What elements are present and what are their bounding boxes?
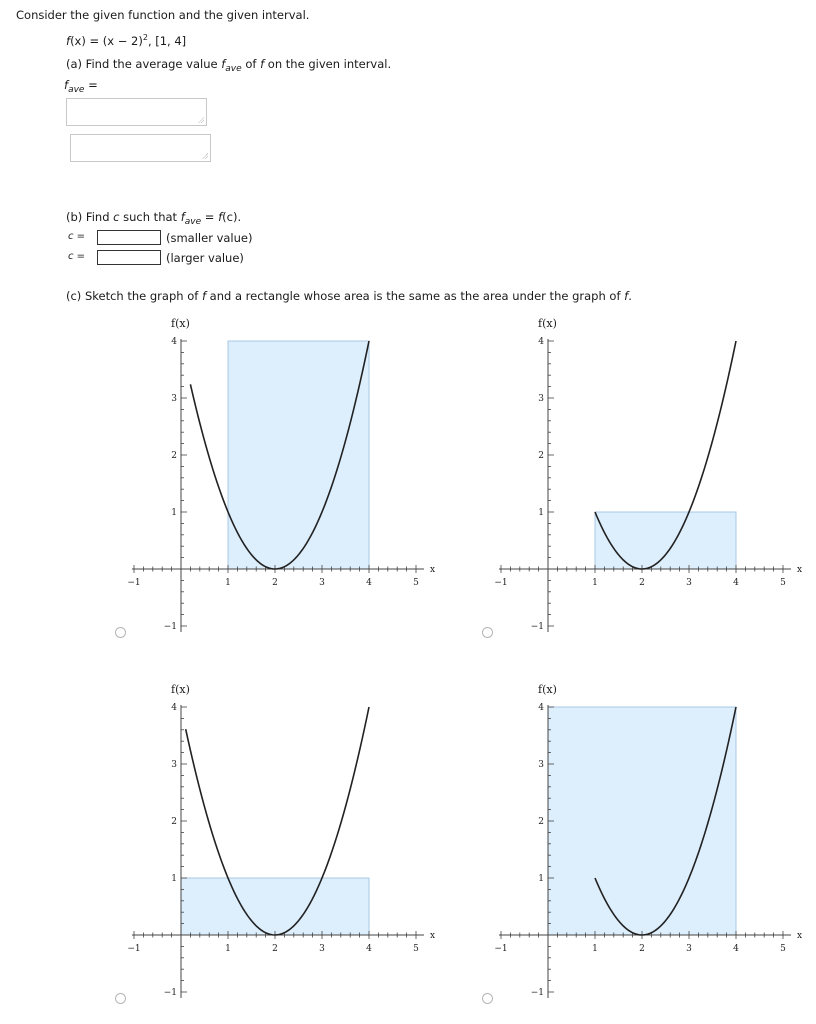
y-tick-label: 4 [171,703,177,713]
x-axis-label: x [430,565,436,575]
part-b-question: (b) Find c such that $f_{ave} = f(c)$. [66,210,242,227]
graph-option-2 [487,310,816,640]
x-tick-label: 5 [413,944,419,954]
y-tick-label: 2 [171,451,177,461]
area-rectangle [181,878,369,935]
y-tick-label: 2 [538,817,544,827]
y-axis-label: f(x) [171,317,190,330]
part-a-question: (a) Find the average value $f_{ave}$ of f on the given interval. [66,57,392,74]
x-tick-label: 3 [319,578,325,588]
y-tick-label: −1 [530,622,544,632]
x-tick-label: −1 [494,944,508,954]
graph-option-4 [487,676,816,1006]
y-tick-label: 1 [171,508,177,518]
function-definition: $f(x) = (x - 2)^2$, [1, 4] [66,33,187,48]
c-smaller-hint: (smaller value) [166,231,253,245]
y-tick-label: 3 [538,760,544,770]
c-larger-input[interactable] [97,250,161,265]
x-tick-label: 3 [319,944,325,954]
x-axis-label: x [797,931,803,941]
radio-option-3[interactable] [115,993,126,1004]
x-tick-label: 2 [639,944,645,954]
y-tick-label: 1 [171,874,177,884]
y-tick-label: −1 [163,622,177,632]
y-tick-label: 3 [171,760,177,770]
y-tick-label: 1 [538,874,544,884]
area-rectangle [595,512,736,569]
c-larger-hint: (larger value) [166,251,244,265]
graph-option-3 [120,676,450,1006]
x-tick-label: 4 [733,944,739,954]
c-smaller-input[interactable] [97,230,161,245]
y-axis-label: f(x) [171,683,190,696]
x-tick-label: 4 [733,578,739,588]
y-tick-label: 4 [171,337,177,347]
x-axis-label: x [430,931,436,941]
fave-answer-box-2[interactable] [70,134,211,162]
x-tick-label: 4 [366,944,372,954]
x-tick-label: 3 [686,578,692,588]
x-axis-label: x [797,565,803,575]
x-tick-label: 3 [686,944,692,954]
part-c-question: (c) Sketch the graph of f and a rectangle whose area is the same as the area under the graph of f. [66,289,632,303]
graph-option-1 [120,310,450,640]
y-tick-label: 3 [538,394,544,404]
fave-answer-box-1[interactable] [66,98,207,126]
y-tick-label: 2 [538,451,544,461]
radio-option-4[interactable] [482,993,493,1004]
y-tick-label: 1 [538,508,544,518]
x-tick-label: 1 [592,944,598,954]
c-smaller-label: c = [68,231,86,242]
y-tick-label: 2 [171,817,177,827]
x-tick-label: 1 [225,944,231,954]
x-tick-label: 5 [780,944,786,954]
y-axis-label: f(x) [538,683,557,696]
x-tick-label: 2 [272,578,278,588]
fave-label: $f_{ave}$ = [64,78,98,95]
x-tick-label: 1 [225,578,231,588]
y-axis-label: f(x) [538,317,557,330]
x-tick-label: −1 [127,578,141,588]
y-tick-label: 4 [538,337,544,347]
x-tick-label: 5 [413,578,419,588]
radio-option-1[interactable] [115,627,126,638]
x-tick-label: 1 [592,578,598,588]
y-tick-label: 4 [538,703,544,713]
y-tick-label: −1 [530,988,544,998]
resize-handle-icon[interactable] [202,153,208,159]
x-tick-label: −1 [494,578,508,588]
x-tick-label: 4 [366,578,372,588]
x-tick-label: 2 [272,944,278,954]
area-rectangle [228,341,369,569]
intro-text: Consider the given function and the given interval. [16,8,310,22]
x-tick-label: 2 [639,578,645,588]
y-tick-label: −1 [163,988,177,998]
radio-option-2[interactable] [482,627,493,638]
x-tick-label: 5 [780,578,786,588]
x-tick-label: −1 [127,944,141,954]
resize-handle-icon[interactable] [198,117,204,123]
c-larger-label: c = [68,251,86,262]
y-tick-label: 3 [171,394,177,404]
